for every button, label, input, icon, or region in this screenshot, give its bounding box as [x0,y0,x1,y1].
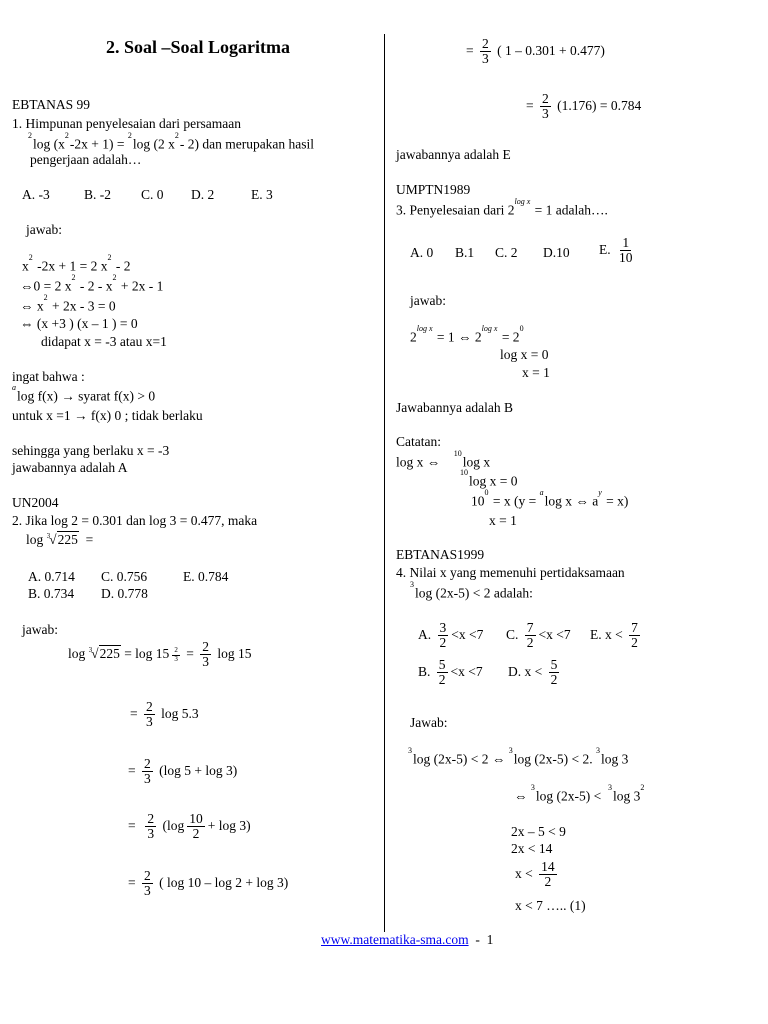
q3-question: 3. Penyelesaian dari $2^{log x} = 1$ adalah…. [396,197,608,218]
q2-option-c: C. 0.756 [101,569,148,584]
q3-option-b: B.1 [455,245,475,260]
q4-jawab: Jawab: [410,715,448,730]
q4-inequality: $^3$log (2x-5) < 2 adalah: [410,580,533,601]
q4-work-6: x < 7 ….. (1) [515,898,586,913]
q2-work-2: = $\frac{2}{3}$ log 5.3 [130,699,199,730]
q4-option-c: C. $\frac{7}{2}$ <x <7 [506,620,571,651]
q4-question: 4. Nilai x yang memenuhi pertidaksamaan [396,565,625,580]
q3-note-2: $^{10}$log x = 0 [460,468,518,489]
column-divider [384,34,385,932]
q2-expression: log $^3$√225 = [26,532,94,547]
q2-option-a: A. 0.714 [28,569,75,584]
q1-source: EBTANAS 99 [12,97,91,112]
q3-option-c: C. 2 [495,245,518,260]
q2-source: UN2004 [12,495,59,510]
q2-option-e: E. 0.784 [183,569,229,584]
q2-answer: jawabannya adalah E [396,147,511,162]
q3-jawab: jawab: [410,293,446,308]
q1-step-4: ⇔ (x +3 ) (x – 1 ) = 0 [20,316,138,331]
q1-jawab: jawab: [26,222,62,237]
q1-option-b: B. -2 [84,187,111,202]
q3-catatan: Catatan: [396,434,441,449]
q1-sehingga: sehingga yang berlaku x = -3 [12,443,170,458]
q4-work-1: $^3$log (2x-5) < 2 ⇔ $^3$log (2x-5) < 2. $^3$log 3 [408,746,629,767]
q4-option-e: E. x < $\frac{7}{2}$ [590,620,638,651]
q3-note-3: $10^0 = x$ (y = $^a$log x ⇔ $a^y = x$) [471,488,629,509]
q1-step-2: ⇔0 = 2 $x^2 - 2 - x^2 + 2x - 1$ [20,273,164,294]
q3-source: UMPTN1989 [396,182,471,197]
q2-work-7: = $\frac{2}{3}$ (1.176) = 0.784 [526,91,642,122]
q3-note-1: log x ⇔ $^{10}$log x [396,449,491,470]
q1-ingat: ingat bahwa : [12,369,85,384]
q1-step-3: ⇔ $x^2 + 2x - 3 = 0$ [20,293,116,314]
q1-rule: $^a$log f(x) → syarat f(x) > 0 [12,383,156,404]
q3-option-a: A. 0 [410,245,434,260]
q2-work-1: log $^3$√225 = log 15 $\frac{2}{3}$ = $\frac{2}{3}$ log 15 [68,639,252,670]
footer-website-link[interactable]: www.matematika-sma.com [321,932,469,947]
q3-step-3: x = 1 [522,365,550,380]
q3-step-2: log x = 0 [500,347,549,362]
q3-answer: Jawabannya adalah B [396,400,513,415]
q2-work-4: = $\frac{2}{3}$ (log $\frac{10}{2}$ + log 3) [128,811,251,842]
q1-option-e: E. 3 [251,187,273,202]
q4-work-2: ⇔ $^3$log (2x-5) < $^3$log $3^2$ [514,783,645,804]
q4-work-3: 2x – 5 < 9 [511,824,566,839]
q4-option-d: D. x < $\frac{5}{2}$ [508,657,558,688]
q1-equation: $^2$log $(x^2-2x + 1) = ^2\log$ (2 $x^2-$ 2) dan merupakan hasil [28,131,315,152]
q3-option-d: D.10 [543,245,570,260]
q1-step-1: $x^2$ -2x + 1 = 2 $x^2 - 2$ [22,253,131,274]
footer [321,933,493,947]
q1-question-cont: pengerjaan adalah… [30,152,142,167]
q1-option-d: D. 2 [191,187,215,202]
q1-option-a: A. -3 [22,187,50,202]
q1-answer: jawabannya adalah A [12,460,128,475]
q4-option-a: A. $\frac{3}{2}$ <x <7 [418,620,484,651]
q1-question: 1. Himpunan penyelesaian dari persamaan [12,116,242,131]
q2-option-b: B. 0.734 [28,586,75,601]
q2-question: 2. Jika log 2 = 0.301 dan log 3 = 0.477, maka [12,513,258,528]
footer-page-number: 1 [486,932,494,947]
q4-work-5: x < $\frac{14}{2}$ [515,859,555,890]
q3-note-4: x = 1 [489,513,517,528]
q3-step-1: $2^{log x} = 1$ ⇔ $2^{log x} = 2^0$ [410,324,524,345]
q2-work-3: = $\frac{2}{3}$ (log 5 + log 3) [128,756,238,787]
q2-option-d: D. 0.778 [101,586,148,601]
q1-untuk: untuk x =1 → f(x) 0 ; tidak berlaku [12,408,203,423]
q2-work-6: = $\frac{2}{3}$ ( 1 – 0.301 + 0.477) [466,36,605,67]
q2-work-5: = $\frac{2}{3}$ ( log 10 – log 2 + log 3) [128,868,289,899]
q4-option-b: B. $\frac{5}{2}$ <x <7 [418,657,483,688]
page-title: 2. Soal –Soal Logaritma [106,37,291,57]
q4-source: EBTANAS1999 [396,547,485,562]
q1-step-5: didapat x = -3 atau x=1 [41,334,167,349]
footer-separator: - [475,932,480,947]
q3-option-e: E. $\frac{1}{10}$ [599,235,633,266]
q1-option-c: C. 0 [141,187,164,202]
q4-work-4: 2x < 14 [511,841,553,856]
q2-jawab: jawab: [22,622,58,637]
